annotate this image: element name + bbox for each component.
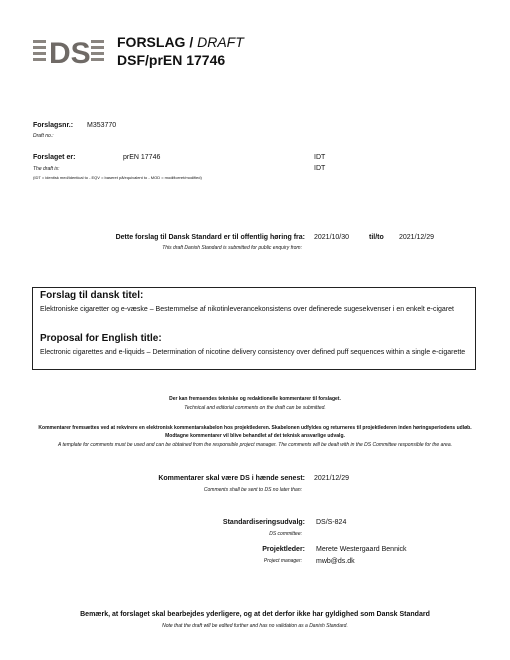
manager-email[interactable]: mwb@ds.dk — [316, 558, 355, 565]
dk-title-heading: Forslag til dansk titel: — [40, 290, 144, 301]
en-title-heading: Proposal for English title: — [40, 333, 162, 344]
footer-note: Bemærk, at forslaget skal bearbejdes yderligere, og at det derfor ikke har gyldighed som Dansk Standard — [80, 611, 430, 618]
deadline-label-en: Comments shall be sent to DS no later than: — [203, 487, 302, 493]
comments-intro: Der kan fremsendes tekniske og redaktionelle kommentarer til forslaget. — [169, 396, 341, 402]
proposal-number-label: Forslagsnr.: — [33, 122, 74, 129]
hearing-label: Dette forslag til Dansk Standard er til offentlig høring fra: — [115, 234, 305, 241]
manager-label-en: Project manager: — [263, 558, 302, 564]
dk-title-text: Elektroniske cigaretter og e-væske – Bestemmelse af nikotinleverancekonsistens over definerede sugesekvenser i en enkelt e-cigaret — [40, 306, 454, 313]
committee-label: Standardiseringsudvalg: — [222, 519, 305, 526]
committee-label-en: DS committee: — [269, 531, 302, 537]
page-title: FORSLAG / DRAFT — [117, 34, 244, 50]
ds-logo — [33, 36, 109, 66]
document-id: DSF/prEN 17746 — [117, 52, 226, 68]
draft-is-label-en: The draft is: — [33, 166, 60, 172]
proposal-number-label-en: Draft no.: — [33, 133, 54, 139]
draft-is-value: prEN 17746 — [123, 154, 161, 161]
idt-legend: (IDT = identisk med/identical to - EQV = baseret på/equivalent to - MOD = modificeret/modified) — [33, 175, 202, 180]
draft-is-label: Forslaget er: — [33, 154, 76, 161]
manager-label: Projektleder: — [262, 546, 305, 553]
comments-paragraph: Kommentarer fremsættes ved at rekvirere en elektronisk kommentarskabelon hos projektlederen. Skabelonen udfyldes og returneres til projektlederen inden høringsperiodens udløb. Modtagne kommentarer vil blive behandlet af det teknisk ansvarlige udvalg. — [38, 425, 472, 439]
deadline-date: 2021/12/29 — [314, 475, 350, 482]
hearing-from-date: 2021/10/30 — [314, 234, 350, 241]
committee-value: DS/S-824 — [316, 519, 347, 526]
footer-note-en: Note that the draft will be edited further and has no validation as a Danish Standard. — [162, 623, 348, 629]
hearing-to-date: 2021/12/29 — [399, 234, 435, 241]
deadline-label: Kommentarer skal være DS i hænde senest: — [158, 475, 305, 482]
hearing-label-en: This draft Danish Standard is submitted for public enquiry from: — [162, 245, 302, 251]
hearing-to-label: til/to — [369, 234, 384, 241]
idt-value-2: IDT — [314, 165, 326, 172]
idt-value-1: IDT — [314, 154, 326, 161]
proposal-number-value: M353770 — [87, 122, 117, 129]
title-box — [32, 287, 476, 370]
logo-text: DS — [49, 37, 91, 66]
manager-name: Merete Westergaard Bennick — [316, 546, 407, 553]
comments-paragraph-en: A template for comments must be used and can be obtained from the responsible project manager. The comments will be dealt with in the DS Committee responsible for the area. — [58, 442, 452, 448]
comments-intro-en: Technical and editorial comments on the draft can be submitted. — [184, 405, 326, 411]
en-title-text: Electronic cigarettes and e-liquids – Determination of nicotine delivery consistency over defined puff sequences within a single e-cigarette — [40, 349, 466, 356]
